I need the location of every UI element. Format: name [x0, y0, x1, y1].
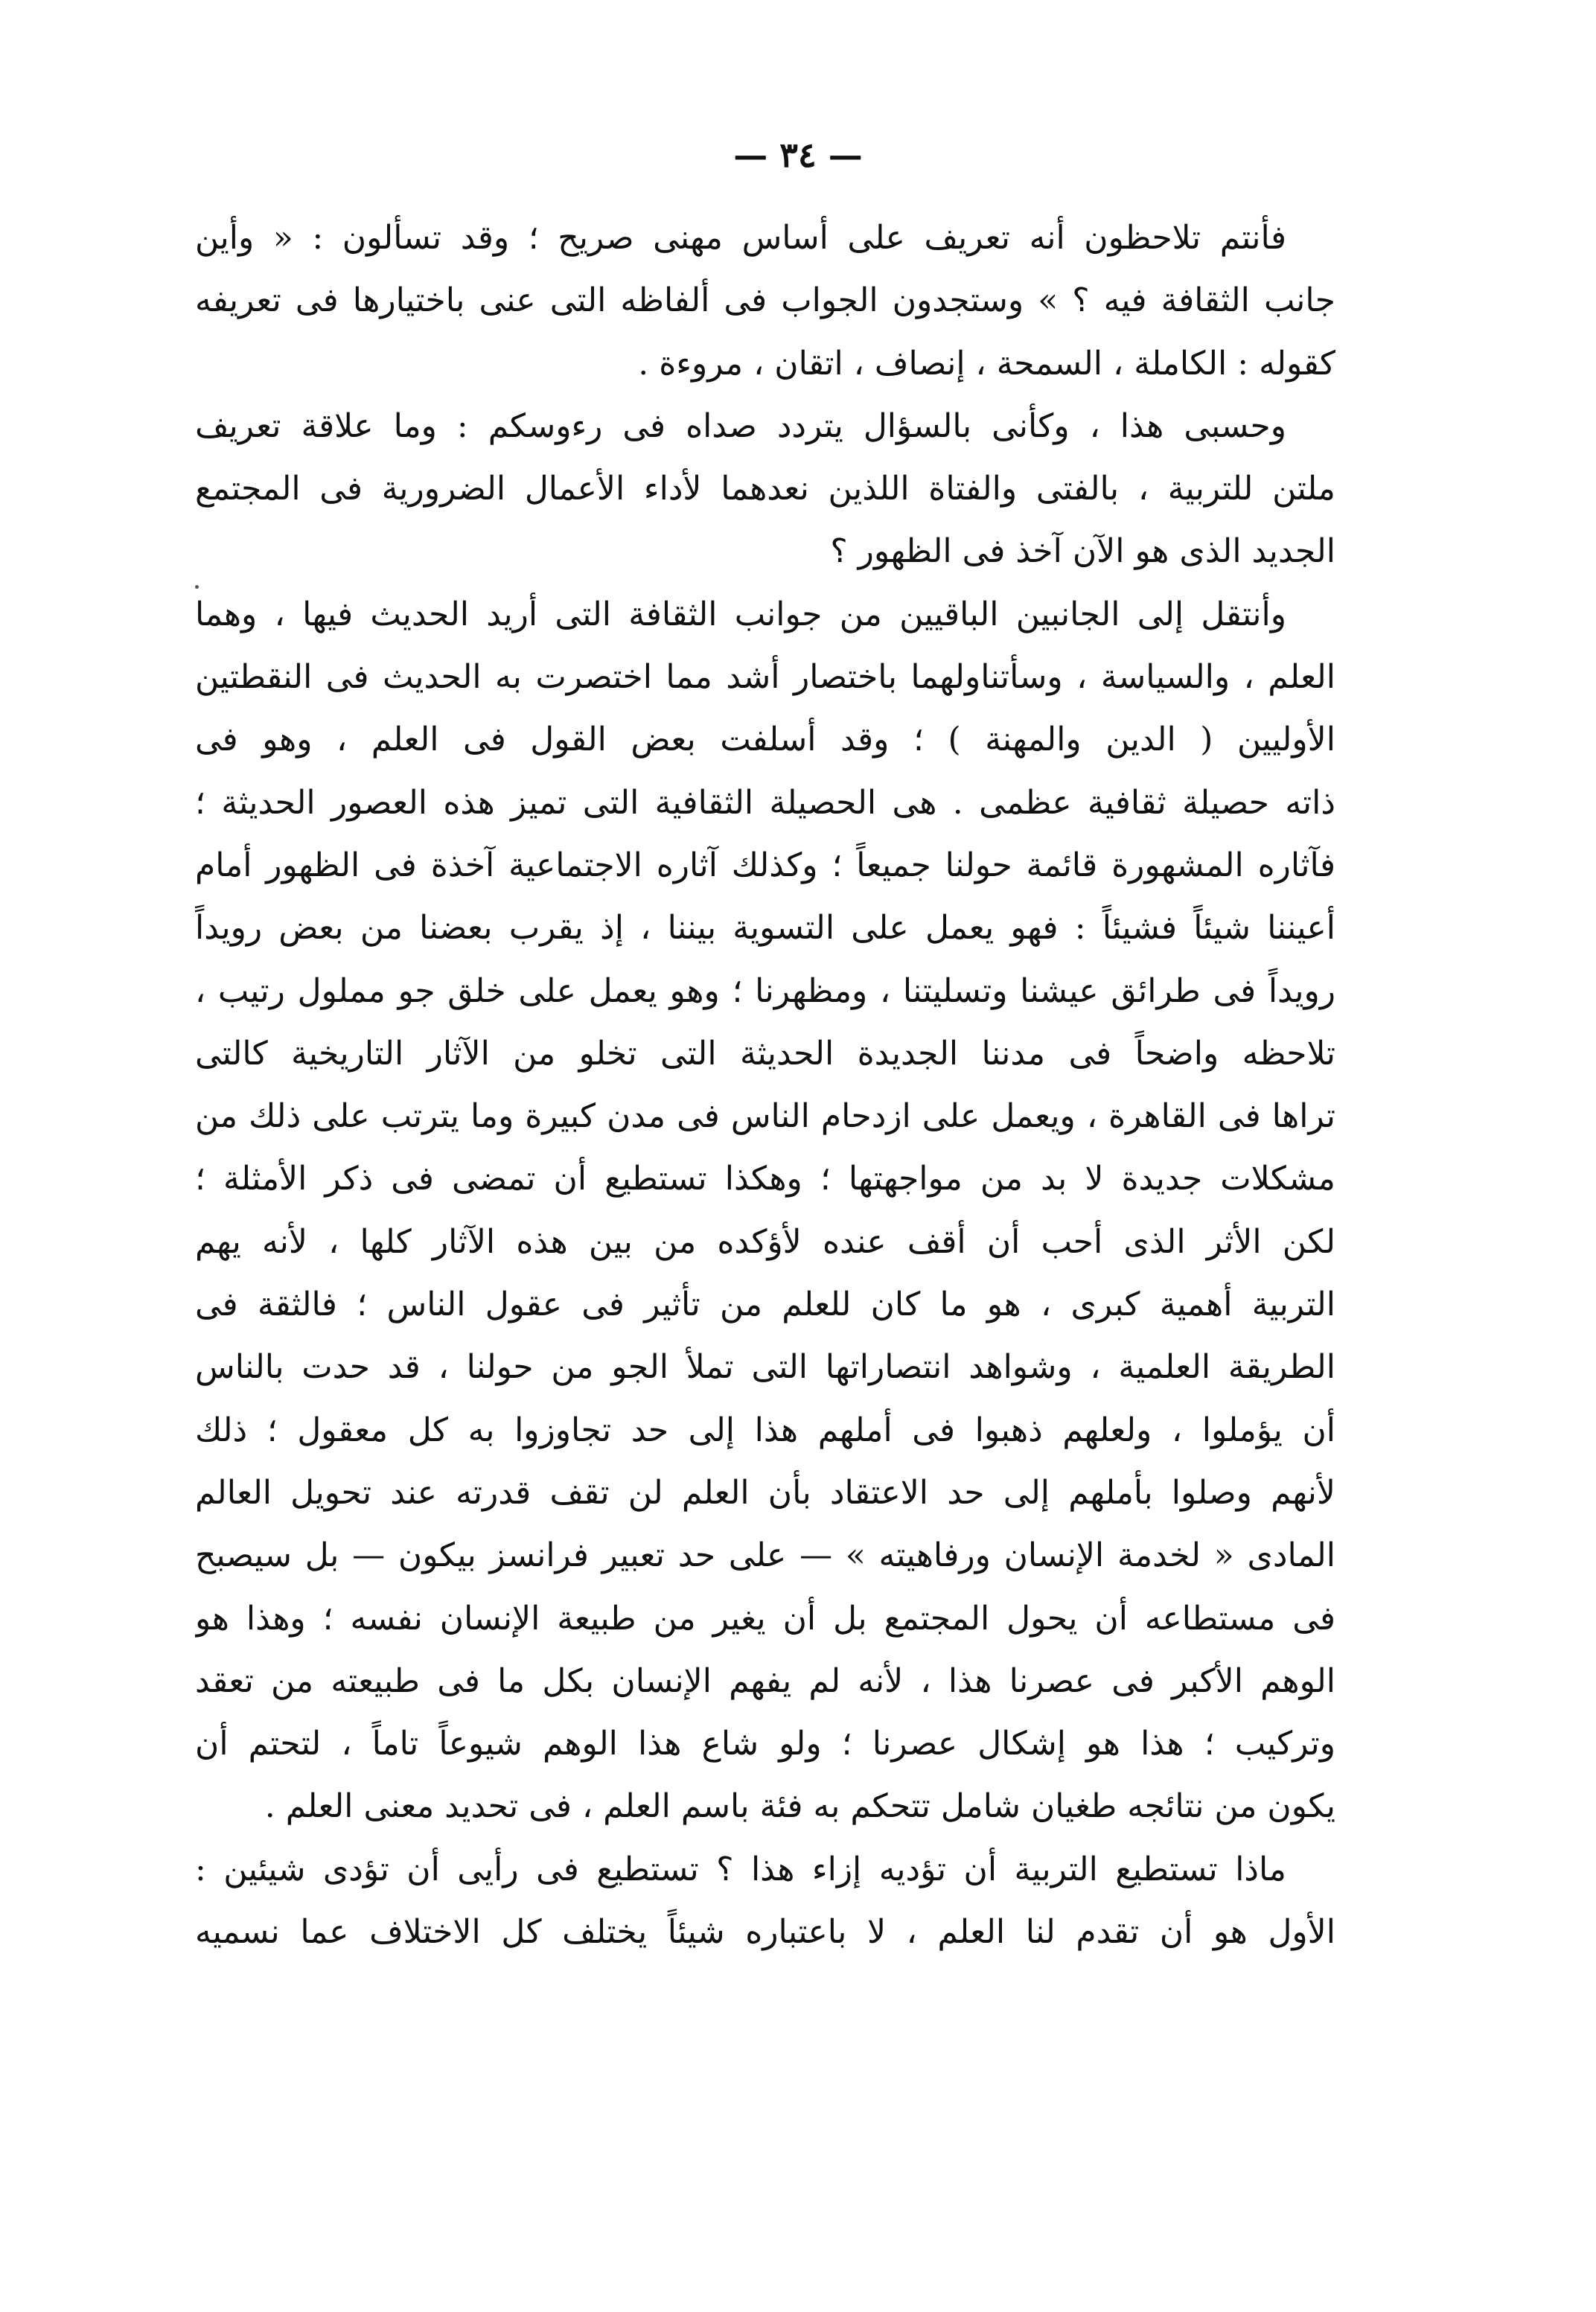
text-line: الوهم الأكبر فى عصرنا هذا ، لأنه لم يفهم الإنسان بكل ما فى طبيعته من تعقد: [195, 1661, 1335, 1700]
text-line: ماذا تستطيع التربية أن تؤديه إزاء هذا ؟ تستطيع فى رأيى أن تؤدى شيئين :: [195, 1850, 1286, 1888]
text-line: فآثاره المشهورة قائمة حولنا جميعاً ؛ وكذلك آثاره الاجتماعية آخذة فى الظهور أمام: [195, 846, 1335, 884]
text-line: المادى « لخدمة الإنسان ورفاهيته » — على حد تعبير فرانسز بيكون — بل سيصبح: [195, 1536, 1335, 1575]
text-line: أن يؤملوا ، ولعلهم ذهبوا فى أملهم هذا إلى حد تجاوزوا به كل معقول ؛ ذلك: [195, 1411, 1335, 1449]
text-line: الطريقة العلمية ، وشواهد انتصاراتها التى تملأ الجو من حولنا ، قد حدت بالناس: [195, 1348, 1335, 1387]
text-line: وأنتقل إلى الجانبين الباقيين من جوانب الثقافة التى أريد الحديث فيها ، وهما: [195, 595, 1286, 633]
text-line: التربية أهمية كبرى ، هو ما كان للعلم من تأثير فى عقول الناس ؛ فالثقة فى: [195, 1286, 1335, 1324]
text-line: مشكلات جديدة لا بد من مواجهتها ؛ وهكذا تستطيع أن تمضى فى ذكر الأمثلة ؛: [195, 1160, 1335, 1198]
text-line: ملتن للتربية ، بالفتى والفتاة اللذين نعدهما لأداء الأعمال الضرورية فى المجتمع: [195, 470, 1335, 508]
text-line: رويداً فى طرائق عيشنا وتسليتنا ، ومظهرنا ؛ وهو يعمل على خلق جو مملول رتيب ،: [195, 971, 1335, 1010]
text-line: فأنتم تلاحظون أنه تعريف على أساس مهنى صريح ؛ وقد تسألون : « وأين: [195, 219, 1286, 257]
text-line: الأول هو أن تقدم لنا العلم ، لا باعتباره شيئاً يختلف كل الاختلاف عما نسميه: [195, 1913, 1335, 1952]
text-line: لكن الأثر الذى أحب أن أقف عنده لأؤكده من بين هذه الآثار كلها ، لأنه يهم: [195, 1222, 1335, 1261]
text-line: الأوليين ( الدين والمهنة ) ؛ وقد أسلفت بعض القول فى العلم ، وهو فى: [195, 721, 1335, 759]
text-line: ذاته حصيلة ثقافية عظمى . هى الحصيلة الثقافية التى تميز هذه العصور الحديثة ؛: [195, 783, 1335, 822]
stray-mark: [195, 585, 199, 589]
text-line: أعيننا شيئاً فشيئاً : فهو يعمل على التسوية بيننا ، إذ يقرب بعضنا من بعض رويداً: [195, 909, 1335, 948]
body-text: [195, 207, 1335, 1964]
text-line: كقوله : الكاملة ، السمحة ، إنصاف ، اتقان ، مروءة .: [638, 344, 1335, 383]
text-line: العلم ، والسياسة ، وسأتناولهما باختصار أشد مما اختصرت به الحديث فى النقطتين: [195, 658, 1335, 697]
text-line: وحسبى هذا ، وكأنى بالسؤال يتردد صداه فى رءوسكم : وما علاقة تعريف: [195, 406, 1286, 445]
text-line: تراها فى القاهرة ، ويعمل على ازدحام الناس فى مدن كبيرة وما يترتب على ذلك من: [195, 1097, 1335, 1136]
page-number: — ٣٤ —: [733, 135, 863, 175]
text-line: تلاحظه واضحاً فى مدننا الجديدة الحديثة التى تخلو من الآثار التاريخية كالتى: [195, 1034, 1335, 1073]
text-line: جانب الثقافة فيه ؟ » وستجدون الجواب فى ألفاظه التى عنى باختيارها فى تعريفه: [195, 281, 1335, 320]
text-line: فى مستطاعه أن يحول المجتمع بل أن يغير من طبيعة الإنسان نفسه ؛ وهذا هو: [195, 1599, 1335, 1638]
text-line: لأنهم وصلوا بأملهم إلى حد الاعتقاد بأن العلم لن تقف قدرته عند تحويل العالم: [195, 1473, 1335, 1512]
text-line: يكون من نتائجه طغيان شامل تتحكم به فئة باسم العلم ، فى تحديد معنى العلم .: [264, 1787, 1335, 1826]
text-line: وتركيب ؛ هذا هو إشكال عصرنا ؛ ولو شاع هذا الوهم شيوعاً تاماً ، لتحتم أن: [195, 1725, 1335, 1763]
text-line: الجديد الذى هو الآن آخذ فى الظهور ؟: [830, 532, 1335, 571]
